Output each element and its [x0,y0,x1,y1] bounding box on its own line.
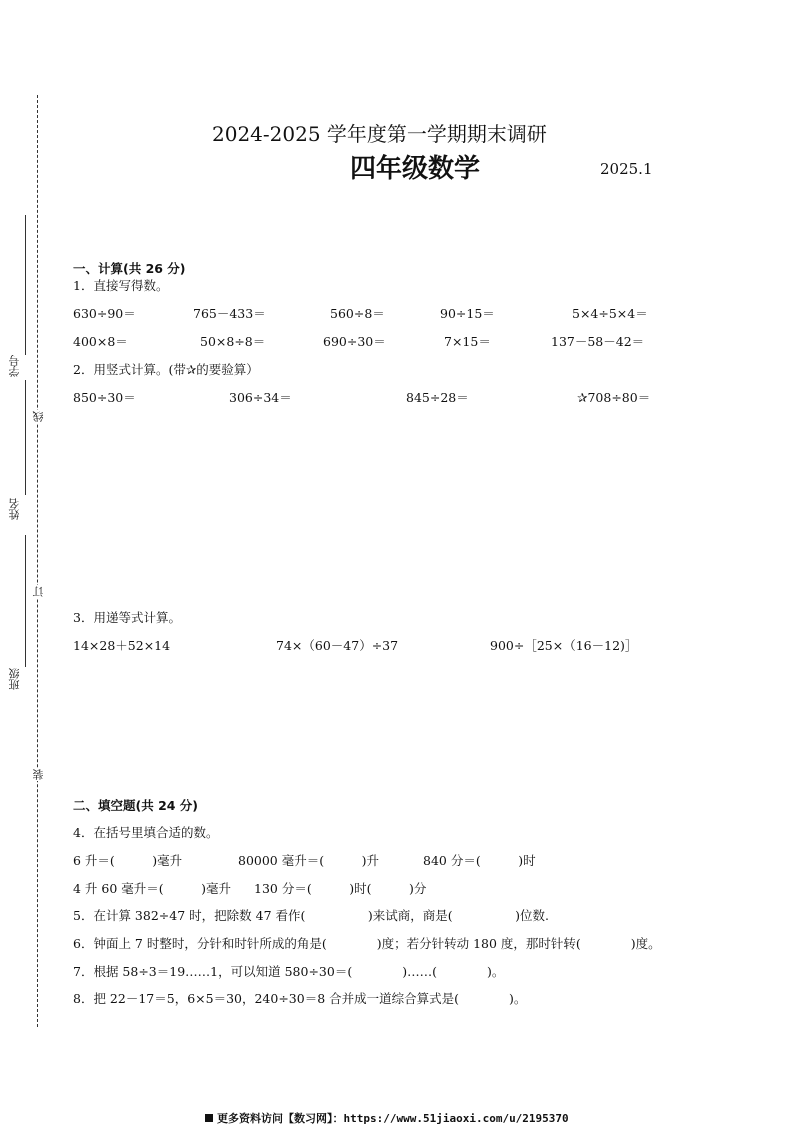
q1-item: 5×4÷5×4＝ [572,306,648,321]
q2-label: 2．用竖式计算。(带✰的要验算） [73,362,259,377]
q7-text: 7．根据 58÷3＝19……1，可以知道 580÷30＝( )……( )。 [73,964,505,979]
q1-item: 137－58－42＝ [551,334,645,349]
q2-item: ✰708÷80＝ [577,390,651,405]
q4-blank-item: 840 分＝( )时 [423,853,536,868]
class-blank [25,535,26,667]
name-label: 姓名 [8,498,21,520]
q5-text: 5．在计算 382÷47 时，把除数 47 看作( )来试商，商是( )位数. [73,908,549,923]
student-id-blank [25,215,26,355]
q2-item: 845÷28＝ [406,390,469,405]
binding-mark-ding: 订 [32,586,45,597]
q4-blank-item: 4 升 60 毫升＝( )毫升 [73,881,232,896]
q1-item: 400×8＝ [73,334,128,349]
q4-blank-item: 6 升＝( )毫升 [73,853,183,868]
binding-mark-line: 线 [32,411,45,422]
footer-text: 更多资料访问【数习网】：https://www.51jiaoxi.com/u/2195370 [217,1112,569,1125]
q6-text: 6．钟面上 7 时整时，分针和时针所成的角是( )度；若分针转动 180 度，那时针转( )度。 [73,936,661,951]
q1-item: 50×8÷8＝ [200,334,266,349]
q3-item: 14×28＋52×14 [73,638,171,653]
name-blank [25,380,26,495]
q2-item: 306÷34＝ [229,390,292,405]
flag-icon [205,1114,213,1122]
section1-title: 一、计算(共 26 分) [73,261,186,276]
q3-item: 74×（60－47）÷37 [276,638,399,653]
q4-label: 4．在括号里填合适的数。 [73,825,219,840]
q3-item: 900÷［25×（16－12)］ [490,638,638,653]
q1-item: 690÷30＝ [323,334,386,349]
q1-item: 7×15＝ [444,334,491,349]
subject-title: 四年级数学 [350,154,481,184]
q1-item: 765－433＝ [193,306,266,321]
q1-item: 90÷15＝ [440,306,495,321]
q4-blank-item: 80000 毫升＝( )升 [238,853,379,868]
binding-dashed-line [37,95,38,1027]
class-label: 班级 [8,668,21,690]
q3-label: 3．用递等式计算。 [73,610,181,625]
q8-text: 8．把 22－17＝5，6×5＝30，240÷30＝8 合并成一道综合算式是( )。 [73,991,527,1006]
exam-date: 2025.1 [600,160,653,178]
q4-blank-item: 130 分＝( )时( )分 [254,881,427,896]
q1-item: 630÷90＝ [73,306,136,321]
section2-title: 二、填空题(共 24 分) [73,798,199,813]
exam-title: 2024-2025 学年度第一学期期末调研 [212,122,547,146]
binding-mark-zhuang: 装 [32,769,45,780]
q2-item: 850÷30＝ [73,390,136,405]
q1-item: 560÷8＝ [330,306,385,321]
student-id-label: 学号 [8,355,21,377]
q1-label: 1．直接写得数。 [73,278,169,293]
